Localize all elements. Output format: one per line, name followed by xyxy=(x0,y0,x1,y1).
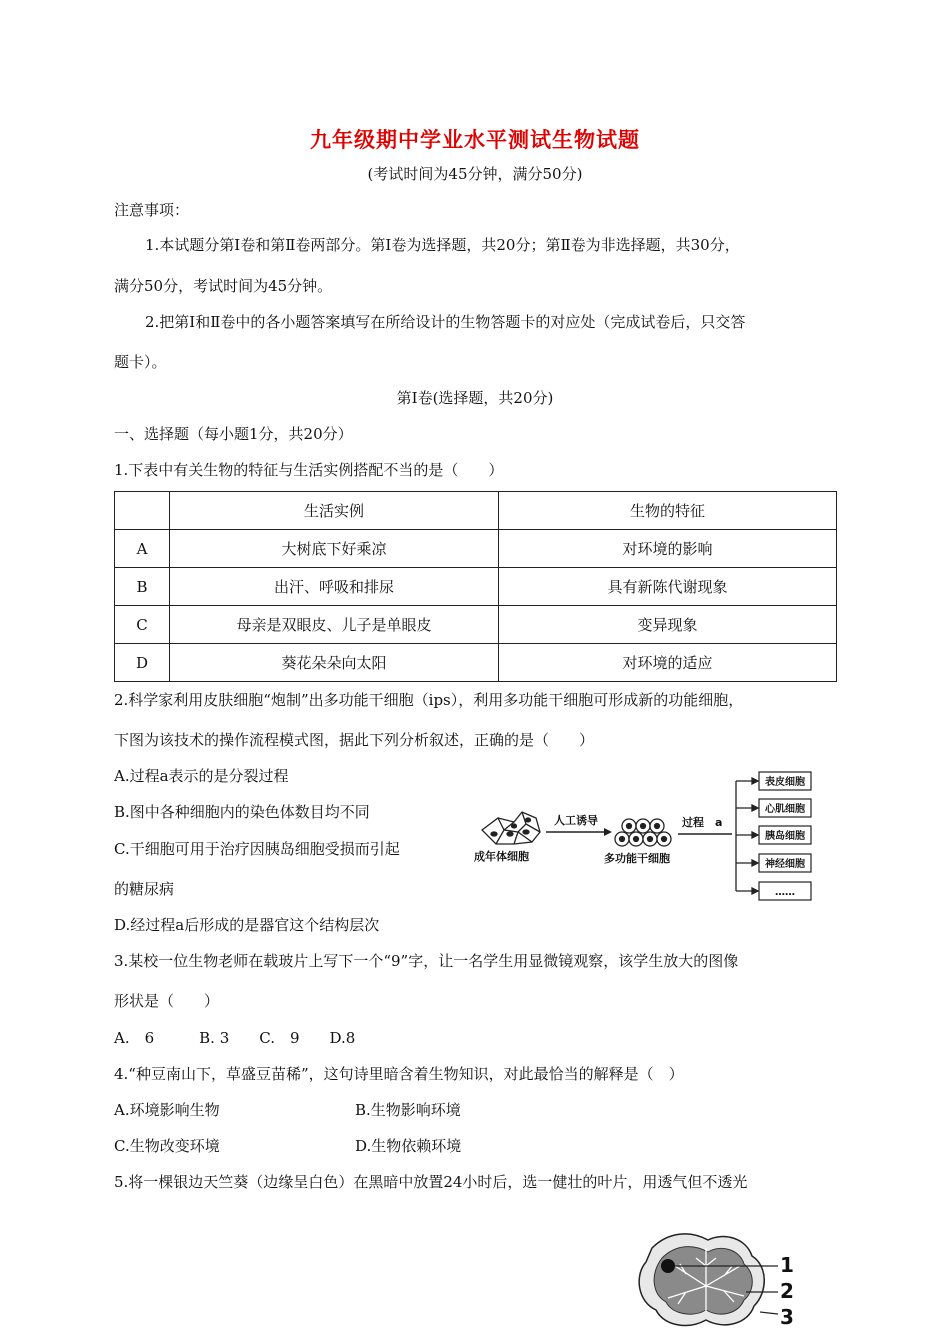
table-cell: D xyxy=(115,644,170,682)
notice-item-2-cont: 题卡）。 xyxy=(114,353,167,371)
table-header-row xyxy=(115,492,837,530)
branch-arrows xyxy=(736,778,758,894)
q1-stem: 1.下表中有关生物的特征与生活实例搭配不当的是（ ） xyxy=(114,461,504,479)
output-cell-label: 神经细胞 xyxy=(765,859,805,870)
notice-item-1: 1.本试题分第Ⅰ卷和第Ⅱ卷两部分。第Ⅰ卷为选择题，共20分；第Ⅱ卷为非选择题，共30分， xyxy=(145,236,740,254)
output-cell-label: …… xyxy=(775,887,795,898)
output-cell-label: 心肌细胞 xyxy=(765,804,805,815)
q2-option-c-cont: 的糖尿病 xyxy=(114,880,175,898)
table-header-cell: 生活实例 xyxy=(170,492,499,530)
table-row xyxy=(115,606,837,644)
diagram-label-process-a: 过程 a xyxy=(682,816,723,829)
output-cell-label: 表皮细胞 xyxy=(765,777,805,788)
stem-cells-illustration xyxy=(615,819,671,846)
page-title: 九年级期中学业水平测试生物试题 xyxy=(310,127,640,152)
q1-table xyxy=(114,491,837,682)
q2-option-c: C.干细胞可用于治疗因胰岛细胞受损而引起 xyxy=(114,840,400,858)
q3-stem: 3.某校一位生物老师在载玻片上写下一个“9”字，让一名学生用显微镜观察，该学生放大的图像 xyxy=(114,952,739,970)
table-cell: 具有新陈代谢现象 xyxy=(499,568,837,606)
geranium-leaf-figure xyxy=(628,1226,808,1336)
covered-spot xyxy=(661,1259,675,1273)
leaf-green-center xyxy=(654,1247,752,1315)
table-cell: 对环境的适应 xyxy=(499,644,837,682)
table-cell: 大树底下好乘凉 xyxy=(170,530,499,568)
stem-cell-flow-diagram xyxy=(470,768,820,908)
arrow-head-icon xyxy=(604,828,612,836)
notice-item-2: 2.把第Ⅰ和Ⅱ卷中的各小题答案填写在所给设计的生物答题卡的对应处（完成试卷后，只交答 xyxy=(145,313,746,331)
page-subtitle: (考试时间为45分钟，满分50分) xyxy=(367,165,583,183)
notice-heading: 注意事项： xyxy=(114,201,190,219)
diagram-label-adult-cell: 成年体细胞 xyxy=(474,850,529,863)
q5-stem: 5.将一棵银边天竺葵（边缘呈白色）在黑暗中放置24小时后，选一健壮的叶片，用透气但不透光 xyxy=(114,1173,748,1191)
q4-option-b: B.生物影响环境 xyxy=(355,1101,461,1119)
part-title: 一、选择题（每小题1分，共20分） xyxy=(114,425,353,443)
q2-option-d: D.经过程a后形成的是器官这个结构层次 xyxy=(114,916,380,934)
table-cell: B xyxy=(115,568,170,606)
q3-options: A. 6 B. 3 C. 9 D.8 xyxy=(114,1029,356,1047)
table-row xyxy=(115,530,837,568)
table-cell: 变异现象 xyxy=(499,606,837,644)
q2-stem-cont: 下图为该技术的操作流程模式图，据此下列分析叙述，正确的是（ ） xyxy=(114,731,595,749)
table-cell: 对环境的影响 xyxy=(499,530,837,568)
figure-label-1: 1 xyxy=(780,1253,794,1277)
output-cell-label: 胰岛细胞 xyxy=(765,831,805,842)
q4-option-d: D.生物依赖环境 xyxy=(355,1137,462,1155)
section-title: 第Ⅰ卷(选择题，共20分) xyxy=(396,389,554,407)
diagram-label-induction: 人工诱导 xyxy=(554,814,598,827)
q3-stem-cont: 形状是（ ） xyxy=(114,992,220,1010)
q4-option-a: A.环境影响生物 xyxy=(114,1101,220,1119)
q2-option-b: B.图中各种细胞内的染色体数目均不同 xyxy=(114,803,370,821)
table-cell: 葵花朵朵向太阳 xyxy=(170,644,499,682)
notice-item-1-cont: 满分50分，考试时间为45分钟。 xyxy=(114,277,333,295)
table-cell: A xyxy=(115,530,170,568)
table-header-cell: 生物的特征 xyxy=(499,492,837,530)
table-cell: 出汗、呼吸和排尿 xyxy=(170,568,499,606)
table-row xyxy=(115,568,837,606)
table-cell xyxy=(115,492,170,530)
adult-cells-illustration xyxy=(482,812,540,844)
q2-stem: 2.科学家利用皮肤细胞“炮制”出多功能干细胞（ips），利用多功能干细胞可形成新的功能细胞， xyxy=(114,691,744,709)
q2-option-a: A.过程a表示的是分裂过程 xyxy=(114,767,289,785)
table-cell: C xyxy=(115,606,170,644)
q4-stem: 4.“种豆南山下，草盛豆苗稀”，这句诗里暗含着生物知识，对此最恰当的解释是（ ） xyxy=(114,1065,684,1083)
figure-label-3: 3 xyxy=(780,1305,794,1329)
table-row xyxy=(115,644,837,682)
q4-option-c: C.生物改变环境 xyxy=(114,1137,220,1155)
table-cell: 母亲是双眼皮、儿子是单眼皮 xyxy=(170,606,499,644)
figure-label-2: 2 xyxy=(780,1279,794,1303)
diagram-label-stem-cell: 多功能干细胞 xyxy=(604,852,670,865)
